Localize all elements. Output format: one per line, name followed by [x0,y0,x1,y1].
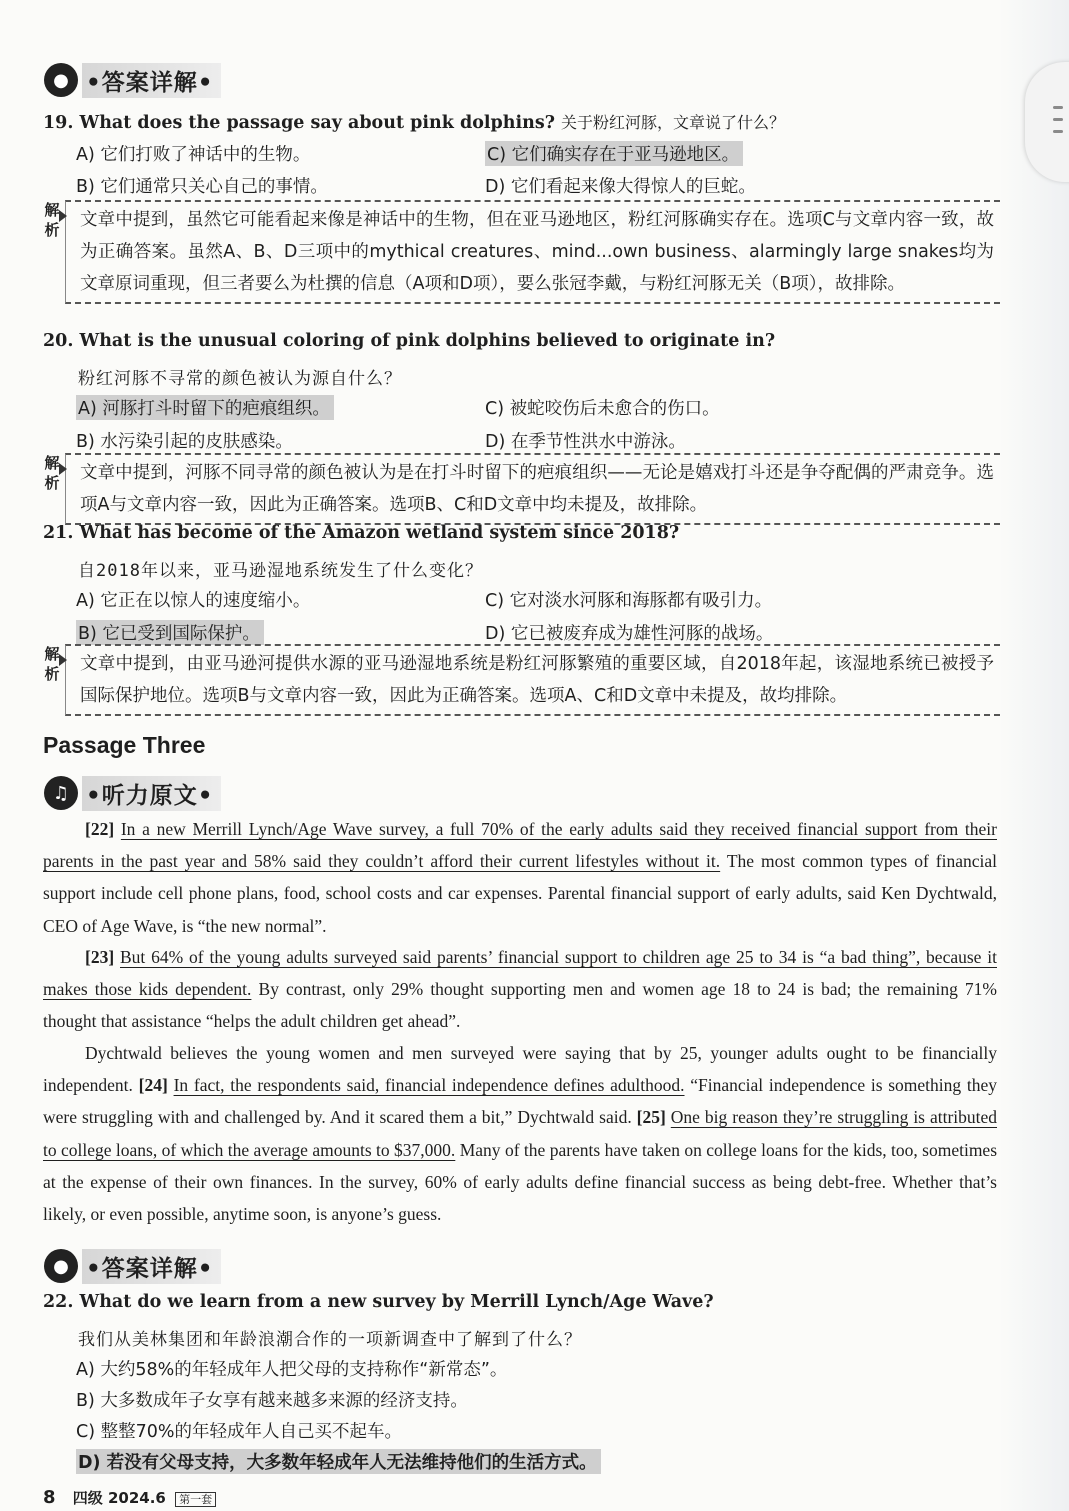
question-19-zh: 关于粉红河豚，文章说了什么？ [561,113,786,132]
transcript-paragraph-1 [43,813,997,942]
viewer-side-tab[interactable] [1025,62,1069,182]
analysis-label: 解析 [44,454,60,492]
set-badge: 第一套 [175,1492,216,1507]
section-title: •答案详解• [82,63,221,98]
section-title: •答案详解• [82,1249,221,1284]
q19-option-a: A) 它们打败了神话中的生物。 [76,145,311,165]
q22-option-d-answer: D) 若没有父母支持，大多数年轻成年人无法维持他们的生活方式。 [76,1449,601,1474]
q20-option-a-answer: A) 河豚打斗时留下的疤痕组织。 [76,395,334,420]
q21-option-d: D) 它已被废弃成为雄性河豚的战场。 [485,624,774,644]
lightbulb-icon: ● [44,63,78,97]
q21-analysis-text: 文章中提到，由亚马逊河提供水源的亚马逊湿地系统是粉红河豚繁殖的重要区域，自2018年起，该湿地系统已被授予国际保护地位。选项B与文章内容一致，因此为正确答案。选项A、C和D文章中未提及，故均排除。 [80,654,994,706]
q22-option-c: C) 整整70%的年轻成年人自己买不起车。 [76,1422,403,1442]
paragraph-2-rest: By contrast, only 29% thought supporting men and women age 18 to 24 is bad; the remaining 71% thought that assistance “helps the adult children get ahead”. [43,979,998,1032]
q19-option-b: B) 它们通常只关心自己的事情。 [76,177,328,197]
question-20-zh: 粉红河豚不寻常的颜色被认为源自什么？ [78,369,402,389]
footer-text: 四级 2024.6 [72,1489,166,1507]
marker-22: [22] [85,819,115,839]
q21-option-c: C) 它对淡水河豚和海豚都有吸引力。 [485,591,773,611]
q20-option-b: B) 水污染引起的皮肤感染。 [76,432,293,452]
q22-option-a: A) 大约58%的年轻成年人把父母的支持称作“新常态”。 [76,1360,508,1380]
paragraph-1-rest: The most common types of financial support include cell phone plans, food, school costs and car expenses. Parental financial support of early adults, said Ken Dychtwald, CEO of Age Wave, is “the new normal”. [43,851,998,936]
marker-23: [23] [85,947,115,967]
headphones-icon: ♫ [44,776,78,810]
viewer-edge-shade [999,0,1069,1511]
lightbulb-icon: ● [44,1249,78,1283]
paragraph-3-s1: Dychtwald believes the young women and men surveyed were saying that by 25, younger adults ought to be financially independent. [43,1043,997,1096]
paragraph-3-s3: Many of the parents have taken on college loans for the kids, too, sometimes at the expense of their own finances. In the survey, 60% of early adults define financial success as being debt-free. Whether that’s likely, or even possible, anytime soon, is anyone’s guess. [43,1139,998,1225]
q20-option-d: D) 在季节性洪水中游泳。 [485,432,686,452]
q19-option-c-answer: C) 它们确实存在于亚马逊地区。 [485,141,743,166]
marker-25: [25] [636,1107,666,1128]
page-footer [43,1487,216,1508]
paragraph-3-s2: “Financial independence is something they were struggling with and challenged by. And it scared them a bit,” Dychtwald said. [43,1075,998,1128]
marker-24: [24] [138,1075,168,1096]
q22-option-b: B) 大多数成年子女享有越来越多来源的经济支持。 [76,1391,468,1411]
question-21-zh: 自2018年以来，亚马逊湿地系统发生了什么变化？ [78,561,483,581]
q19-analysis-text: 文章中提到，虽然它可能看起来像是神话中的生物，但在亚马逊地区，粉红河豚确实存在。选项C与文章内容一致，故为正确答案。虽然A、B、D三项中的mythical creatures、mind...own business、alarmingly large snakes均为文章原词重现，但三者要么为杜撰的信息（A项和D项），要么张冠李戴，与粉红河豚无关（B项），故排除。 [80,210,994,294]
analysis-label: 解析 [44,201,60,239]
transcript-paragraph-3 [43,1037,997,1230]
key-sentence-25: One big reason they’re struggling is attributed to college loans, of which the average amounts to $37,000. [43,1107,998,1160]
answer-explanation-header-2 [44,1248,221,1284]
q21-option-a: A) 它正在以惊人的速度缩小。 [76,591,311,611]
section-title: •听力原文• [82,776,221,811]
passage-title: Passage Three [43,732,206,758]
question-20: 20. What is the unusual coloring of pink dolphins believed to originate in? [43,331,776,351]
key-sentence-23: But 64% of the young adults surveyed said parents’ financial support to children age 25 to 34 is “a bad thing”, because it makes those kids dependent. [43,947,997,1000]
q20-analysis-text: 文章中提到，河豚不同寻常的颜色被认为是在打斗时留下的疤痕组织——无论是嬉戏打斗还是争夺配偶的严肃竞争。选项A与文章内容一致，因此为正确答案。选项B、C和D文章中均未提及，故排除。 [80,463,994,515]
question-19-en: 19. What does the passage say about pink dolphins? [43,113,555,133]
question-22-zh: 我们从美林集团和年龄浪潮合作的一项新调查中了解到了什么？ [78,1330,582,1350]
q21-option-b-answer: B) 它已受到国际保护。 [76,620,264,645]
answer-explanation-header [44,62,221,98]
page-number: 8 [43,1487,56,1508]
key-sentence-24: In fact, the respondents said, financial independence defines adulthood. [173,1075,685,1096]
transcript-paragraph-2 [43,941,997,1038]
question-21: 21. What has become of the Amazon wetland system since 2018? [43,523,680,543]
question-19 [43,110,785,133]
q19-option-d: D) 它们看起来像大得惊人的巨蛇。 [485,177,756,197]
analysis-label: 解析 [44,645,60,683]
q20-option-c: C) 被蛇咬伤后未愈合的伤口。 [485,399,720,419]
question-22: 22. What do we learn from a new survey by Merrill Lynch/Age Wave? [43,1292,714,1312]
key-sentence-22: In a new Merrill Lynch/Age Wave survey, a full 70% of the early adults said they received financial support from their parents in the past year and 58% said they couldn’t afford their current lifestyles without it. [43,819,997,872]
listening-transcript-header [44,775,221,811]
